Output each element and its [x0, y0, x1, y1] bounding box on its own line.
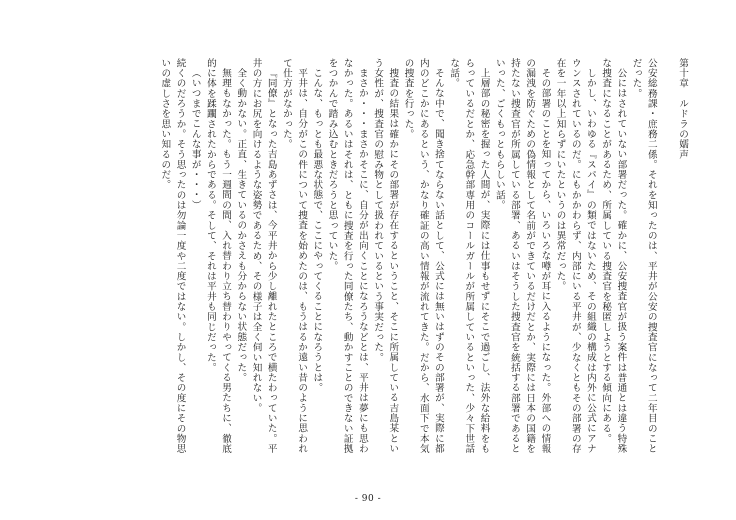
paragraph: 上層部の秘密を握った人間が、実際には仕事もせずにそこで過ごし、法外な給料をもらっているだとか、応急幹部専用のコールガールが所属しているといった、少々下世話な話。	[448, 58, 490, 454]
paragraph: 捜査の結果は確かにその部署が存在するということ、そこに所属している吉島某という女性が、捜査官の慰み物として扱われているという事実だった。	[372, 58, 399, 454]
paragraph: 平井は、自分がこの件について捜査を始めたのは、もうはるか遠い昔のように思われて仕方がなかった。	[280, 58, 308, 454]
paragraph: 公安総務課・庶務二係。それを知ったのは、平井が公安の捜査官になって二年目のことだった。	[630, 58, 657, 454]
paragraph: （いつまでこんな事が・・・）	[189, 67, 201, 210]
paragraph: 無理もなかった。もう一週間の間、入れ替わり立ち替わりやってくる男たちに、徹底的に体を蹂躙されたからである。そして、それは平井も同じだった。	[204, 58, 232, 454]
paragraph: まさか・・・まさかそこに、自分が出向くことになろうなどとは、平井は夢にも思わなかった。あるいはそれは、ともに捜査を行った同僚たち、動かすことのできない証拠をつかんで踏み込むときだろうと思っていた。	[326, 58, 368, 454]
paragraph: しかし、いわゆる『スパイ』の類ではないため、その組織の構成は内外に公式にアナウンスされているのだ。にもかかわらず、内部にいる平井が、少なくともその部署の存在を一年以上知らずにいたというのは異常だった。	[554, 58, 596, 454]
vertical-text-block	[50, 58, 690, 460]
paragraph: 続くのだろうか。そう思ったのは勿論一度や二度ではない。しかし、その度にその物思いの虚しさを思い知るのだ。	[159, 58, 186, 454]
paragraph: 全く動かない。正直、生きているのかさえも分からない状態だった。	[235, 67, 247, 383]
paragraph: 『同僚』となった吉島あずさは、今平井から少し離れたところで横たわっていた。平井の方にお尻を向けるような姿勢であるため、その様子は全く伺い知れない。	[250, 58, 277, 454]
chapter-title: 第十章 ルドラの嬬声	[677, 58, 688, 160]
paragraph: その部署のことを知ってから、いろいろな噂が耳に入るようになった。外部への情報の漏洩を防ぐための偽情報として名前ができているだけだとか、実際には日本の国籍を持たない捜査官が所属している部署、あるいはそうした捜査官を統括する部署であるといった、ごくもっともらしい話。	[493, 58, 551, 454]
page-number: - 90 -	[354, 494, 382, 504]
paragraph: こんな、もっとも最悪な状態で、ここにやってくることになろうとは。	[311, 67, 323, 393]
paragraph: 公にはされていない部署だった。確かに、公安捜査官が扱う案件は普通とは違う特殊な捜査になることがあるため、所属している捜査官を秘匿しようとする傾向にある。	[600, 58, 627, 454]
paragraph: そんな中で、聞き捨てならない話として、公式には無いはずのその部署が、実際に都内のどこかにあるという、かなり確証の高い情報が流れてきた。だから、水面下で本気の捜査を行った。	[402, 58, 444, 454]
